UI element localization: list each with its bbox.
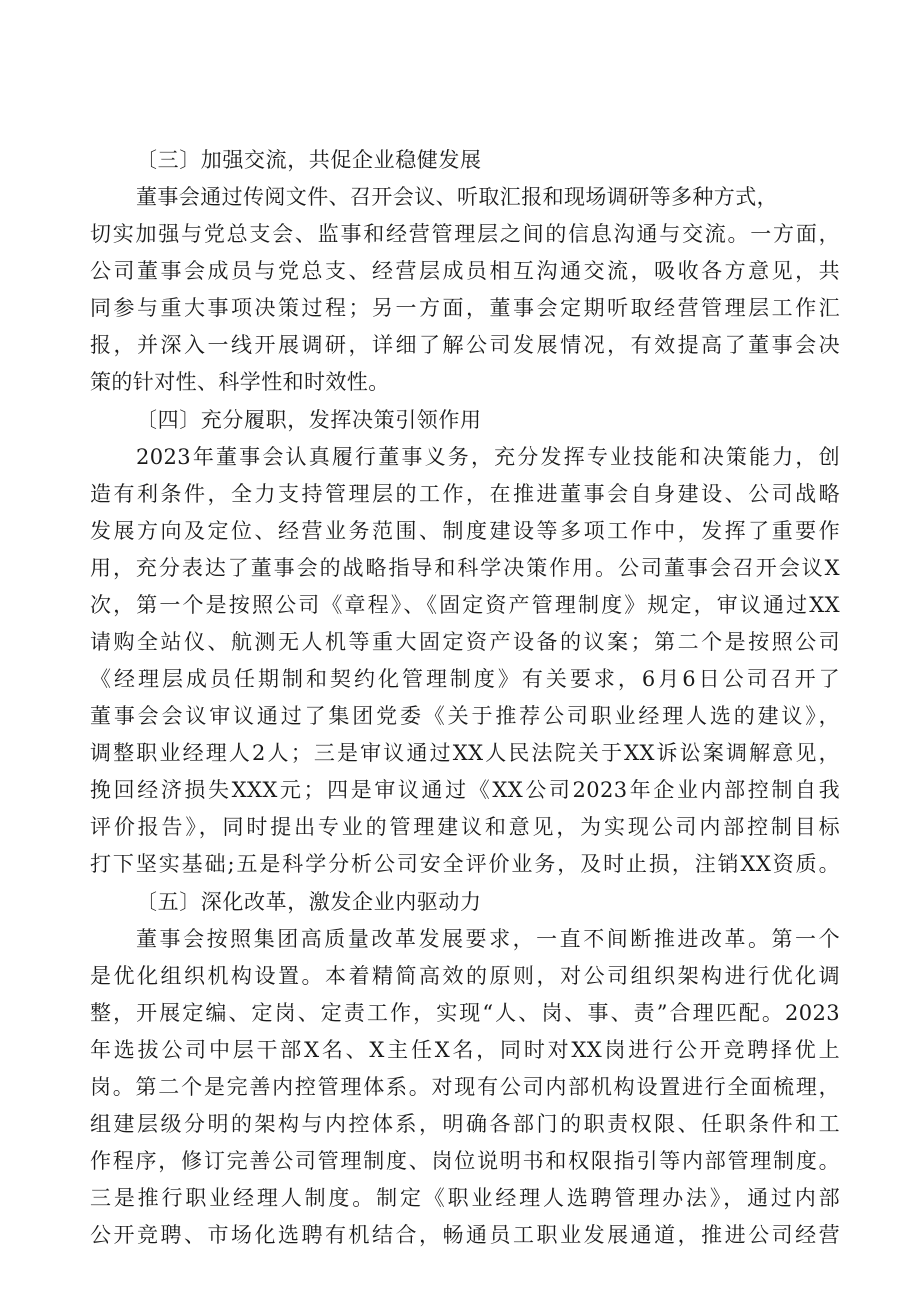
paragraph-line: 是优化组织机构设置。本着精简高效的原则，对公司组织架构进行优化调	[90, 964, 840, 988]
section-heading: 〔三〕加强交流，共促企业稳健发展	[136, 148, 482, 172]
paragraph-line: 《经理层成员任期制和契约化管理制度》有关要求，6月6日公司召开了	[90, 667, 840, 691]
paragraph-line: 董事会通过传阅文件、召开会议、听取汇报和现场调研等多种方式，	[136, 185, 778, 209]
paragraph-line: 切实加强与党总支会、监事和经营管理层之间的信息沟通与交流。一方面，	[90, 222, 840, 246]
section-heading: 〔四〕充分履职，发挥决策引领作用	[136, 408, 482, 432]
paragraph-line: 三是推行职业经理人制度。制定《职业经理人选聘管理办法》，通过内部	[90, 1186, 840, 1210]
paragraph-line: 发展方向及定位、经营业务范围、制度建设等多项工作中，发挥了重要作	[90, 519, 840, 543]
paragraph-line: 同参与重大事项决策过程；另一方面，董事会定期听取经营管理层工作汇	[90, 296, 840, 320]
paragraph-line: 董事会按照集团高质量改革发展要求，一直不间断推进改革。第一个	[136, 927, 840, 951]
paragraph-line: 挽回经济损失XXX元；四是审议通过《XX公司2023年企业内部控制自我	[90, 778, 840, 802]
paragraph-line: 董事会会议审议通过了集团党委《关于推荐公司职业经理人选的建议》，	[90, 704, 840, 728]
paragraph-line: 公司董事会成员与党总支、经营层成员相互沟通交流，吸收各方意见，共	[90, 259, 840, 283]
paragraph-line: 报，并深入一线开展调研，详细了解公司发展情况，有效提高了董事会决	[90, 333, 840, 357]
paragraph-line: 年选拔公司中层干部X名、X主任X名，同时对XX岗进行公开竞聘择优上	[90, 1038, 840, 1062]
paragraph-line: 岗。第二个是完善内控管理体系。对现有公司内部机构设置进行全面梳理，	[90, 1075, 840, 1099]
paragraph-line: 策的针对性、科学性和时效性。	[90, 370, 390, 394]
paragraph-line: 用，充分表达了董事会的战略指导和科学决策作用。公司董事会召开会议X	[90, 556, 840, 580]
paragraph-line: 次，第一个是按照公司《章程》、《固定资产管理制度》规定，审议通过XX	[90, 593, 840, 617]
paragraph-line: 评价报告》，同时提出专业的管理建议和意见，为实现公司内部控制目标	[90, 815, 840, 839]
paragraph-line: 整，开展定编、定岗、定责工作，实现“人、岗、事、责”合理匹配。2023	[90, 1001, 840, 1025]
paragraph-line: 打下坚实基础;五是科学分析公司安全评价业务，及时止损，注销XX资质。	[90, 852, 840, 876]
paragraph-line: 组建层级分明的架构与内控体系，明确各部门的职责权限、任职条件和工	[90, 1112, 840, 1136]
paragraph-line: 调整职业经理人2人；三是审议通过XX人民法院关于XX诉讼案调解意见，	[90, 741, 840, 765]
paragraph-line: 请购全站仪、航测无人机等重大固定资产设备的议案；第二个是按照公司	[90, 630, 840, 654]
paragraph-line: 2023年董事会认真履行董事义务，充分发挥专业技能和决策能力，创	[136, 445, 840, 469]
paragraph-line: 造有利条件，全力支持管理层的工作，在推进董事会自身建设、公司战略	[90, 482, 840, 506]
section-heading: 〔五〕深化改革，激发企业内驱动力	[136, 890, 482, 914]
paragraph-line: 公开竞聘、市场化选聘有机结合，畅通员工职业发展通道，推进公司经营	[90, 1223, 840, 1247]
paragraph-line: 作程序，修订完善公司管理制度、岗位说明书和权限指引等内部管理制度。	[90, 1149, 840, 1173]
